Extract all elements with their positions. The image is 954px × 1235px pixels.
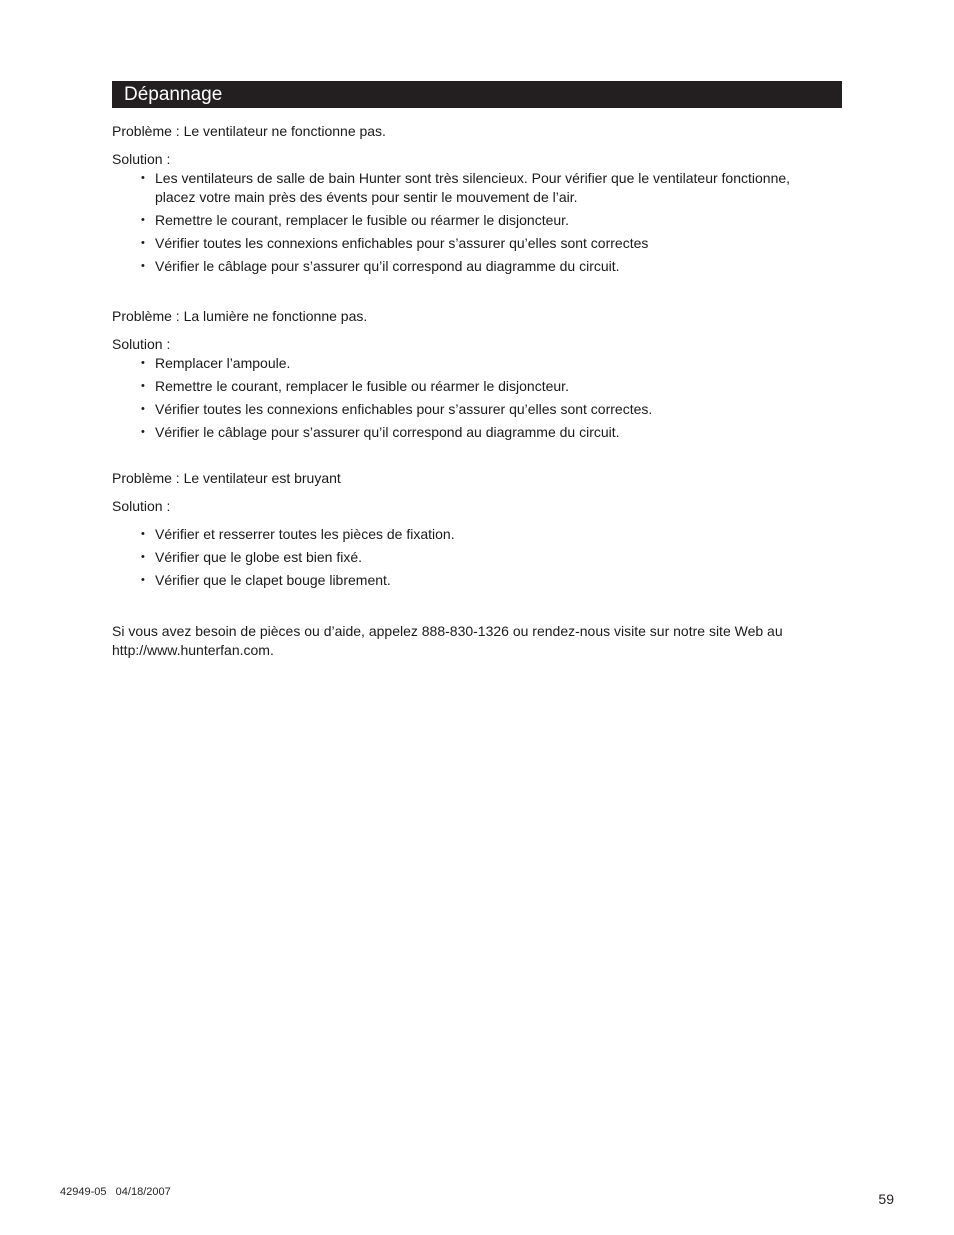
solution-label: Solution : xyxy=(112,498,171,514)
problem-text: Problème : Le ventilateur est bruyant xyxy=(112,470,341,486)
doc-number: 42949-05 xyxy=(60,1186,107,1198)
problem-block-noise xyxy=(112,469,832,590)
doc-date: 04/18/2007 xyxy=(115,1186,171,1198)
solution-list xyxy=(112,525,832,590)
list-item: • Vérifier que le clapet bouge librement. xyxy=(141,571,832,590)
list-item: • Vérifier le câblage pour s’assurer qu’il correspond au diagramme du circuit. xyxy=(141,257,832,276)
list-item: • Vérifier et resserrer toutes les pièces de fixation. xyxy=(141,525,832,544)
list-item: • Les ventilateurs de salle de bain Hunter sont très silencieux. Pour vérifier que le ventilateur fonctionne, placez votre main près des évents pour sentir le mouvement de l’air. xyxy=(141,169,832,207)
list-item: • Vérifier le câblage pour s’assurer qu’il correspond au diagramme du circuit. xyxy=(141,423,832,442)
section-title: Dépannage xyxy=(124,84,223,105)
footer-doc-info xyxy=(60,1186,171,1198)
problem-block-light xyxy=(112,307,832,442)
help-contact-text: Si vous avez besoin de pièces ou d’aide, appelez 888-830-1326 ou rendez-nous visite sur notre site Web au http://www.hunterfan.com. xyxy=(112,623,783,658)
list-item: • Vérifier que le globe est bien fixé. xyxy=(141,548,832,567)
list-item: • Remplacer l’ampoule. xyxy=(141,354,832,373)
list-item: • Vérifier toutes les connexions enfichables pour s’assurer qu’elles sont correctes xyxy=(141,234,832,253)
problem-text: Problème : Le ventilateur ne fonctionne pas. xyxy=(112,123,386,139)
troubleshooting-content xyxy=(112,122,832,660)
list-item: • Remettre le courant, remplacer le fusible ou réarmer le disjoncteur. xyxy=(141,377,832,396)
list-item: • Remettre le courant, remplacer le fusible ou réarmer le disjoncteur. xyxy=(141,211,832,230)
section-header xyxy=(112,81,842,108)
solution-label: Solution : xyxy=(112,336,171,352)
page-number: 59 xyxy=(878,1191,894,1207)
problem-block-fan xyxy=(112,122,832,276)
list-item: • Vérifier toutes les connexions enfichables pour s’assurer qu’elles sont correctes. xyxy=(141,400,832,419)
solution-list xyxy=(112,354,832,442)
solution-label: Solution : xyxy=(112,151,171,167)
solution-list xyxy=(112,169,832,276)
problem-text: Problème : La lumière ne fonctionne pas. xyxy=(112,308,368,324)
